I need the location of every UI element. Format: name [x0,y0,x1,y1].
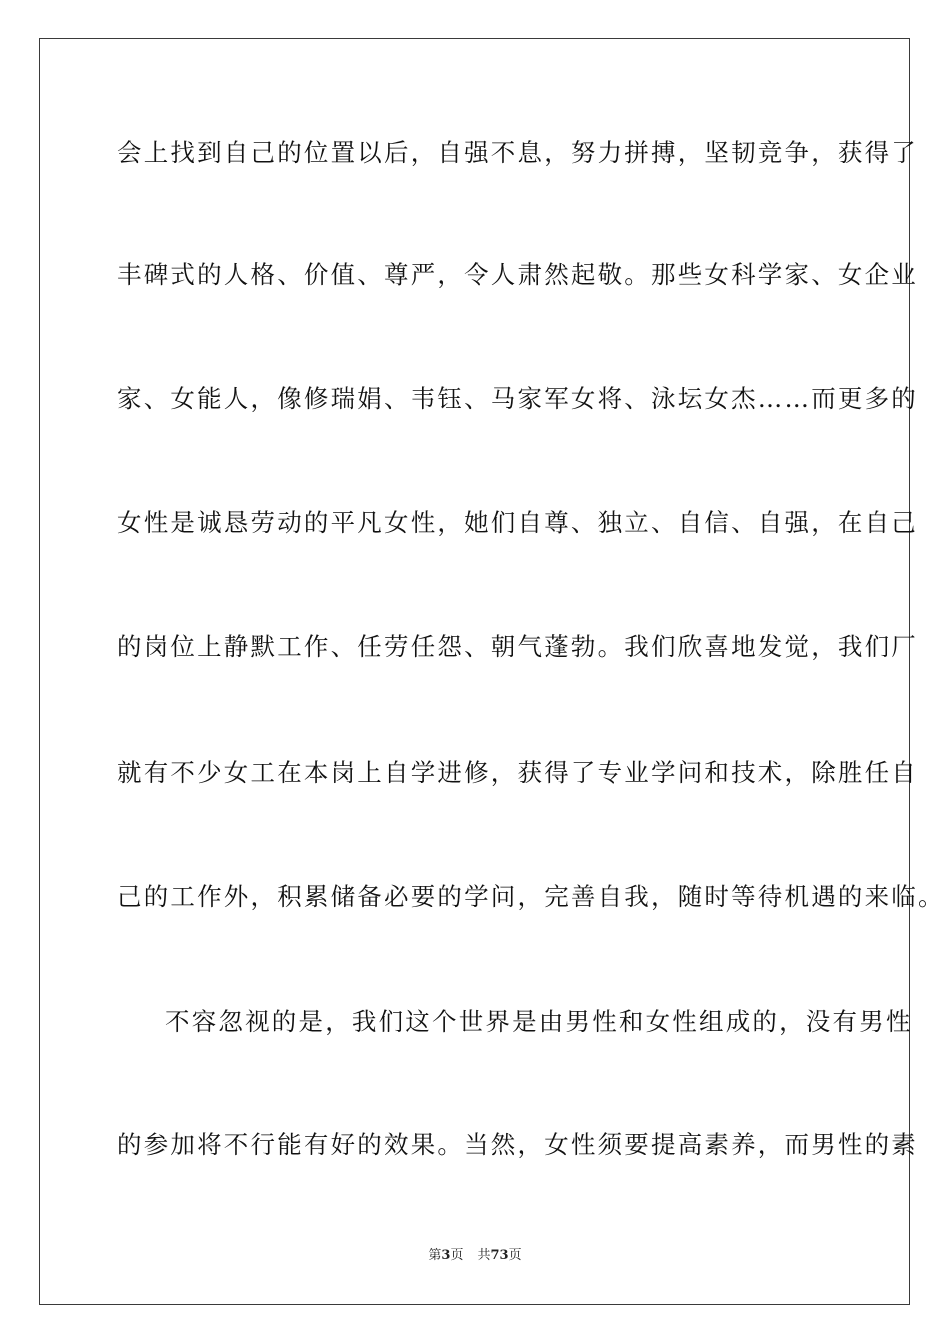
text-line: 的参加将不行能有好的效果。当然，女性须要提高素养，而男性的素 [117,1130,918,1159]
paragraph-first-line: 不容忽视的是，我们这个世界是由男性和女性组成的，没有男性 [165,1007,913,1036]
text-line: 的岗位上静默工作、任劳任怨、朝气蓬勃。我们欣喜地发觉，我们厂 [117,632,918,661]
total-prefix: 共 [477,1248,491,1263]
page-suffix: 页 [450,1248,464,1263]
page-number: 3 [441,1248,451,1263]
page-border [39,38,910,1305]
text-line: 家、女能人，像修瑞娟、韦钰、马家军女将、泳坛女杰……而更多的 [117,384,918,413]
total-pages: 73 [490,1248,509,1263]
text-line: 己的工作外，积累储备必要的学问，完善自我，随时等待机遇的来临。 [117,882,945,911]
total-suffix: 页 [508,1248,522,1263]
text-line: 丰碑式的人格、价值、尊严，令人肃然起敬。那些女科学家、女企业 [117,260,918,289]
text-line: 就有不少女工在本岗上自学进修，获得了专业学问和技术，除胜任自 [117,758,918,787]
page-footer [0,1247,950,1265]
text-line: 会上找到自己的位置以后，自强不息，努力拼搏，坚韧竞争，获得了 [117,138,918,167]
page-prefix: 第 [428,1248,442,1263]
text-line: 女性是诚恳劳动的平凡女性，她们自尊、独立、自信、自强，在自己 [117,508,918,537]
